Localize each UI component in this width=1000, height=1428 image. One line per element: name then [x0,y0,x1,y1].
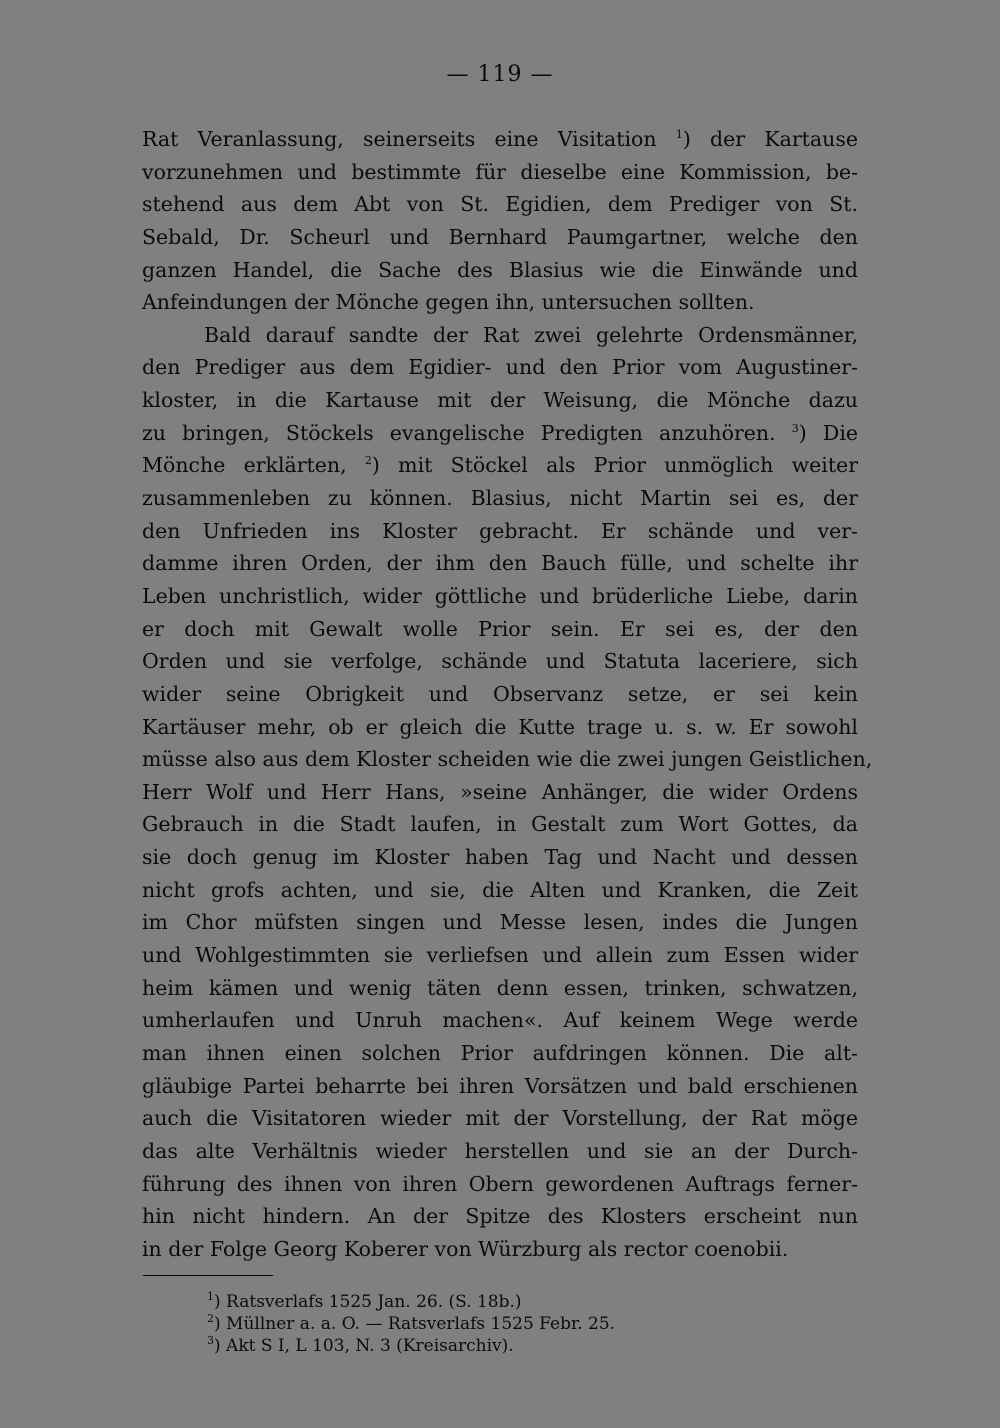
body-line: müsse also aus dem Kloster scheiden wie die zwei jungen Geistlichen, [142,747,873,772]
body-line: den Unfrieden ins Kloster gebracht. Er schände und ver- [142,518,858,543]
body-line: führung des ihnen von ihren Obern gewordenen Auftrags ferner- [142,1171,858,1196]
body-line: sie doch genug im Kloster haben Tag und Nacht und dessen [142,845,858,870]
body-line: und Wohlgestimmten sie verliefsen und allein zum Essen wider [142,943,858,968]
body-line [142,123,858,156]
body-line: heim kämen und wenig täten denn essen, trinken, schwatzen, [142,975,858,1000]
footnote-reference: 1 [675,128,683,141]
body-line: Kartäuser mehr, ob er gleich die Kutte trage u. s. w. Er sowohl [142,714,858,739]
body-line: in der Folge Georg Koberer von Würzburg als rector coenobii. [142,1236,789,1261]
body-line [142,449,858,482]
body-line: auch die Visitatoren wieder mit der Vorstellung, der Rat möge [142,1106,858,1131]
body-line: Gebrauch in die Stadt laufen, in Gestalt zum Wort Gottes, da [142,812,858,837]
body-line: damme ihren Orden, der ihm den Bauch fülle, und schelte ihr [142,551,858,576]
body-line: Bald darauf sandte der Rat zwei gelehrte Ordensmänner, [204,322,858,347]
footnote-mark: 3 [207,1334,214,1347]
body-line: im Chor müfsten singen und Messe lesen, indes die Jungen [142,910,858,935]
footnote [207,1291,615,1313]
body-line: stehend aus dem Abt von St. Egidien, dem Prediger von St. [142,192,858,217]
body-line: vorzunehmen und bestimmte für dieselbe eine Kommission, be- [142,159,858,184]
body-line: den Prediger aus dem Egidier- und den Prior vom Augustiner- [142,355,858,380]
line-text: Mönche erklärten, [142,453,365,478]
body-line [142,417,858,450]
body-text [142,123,873,1265]
line-text: zu bringen, Stöckels evangelische Predigten anzuhören. [142,420,792,445]
body-line: Herr Wolf und Herr Hans, »seine Anhänger, die wider Ordens [142,779,858,804]
footnote [207,1313,615,1335]
body-line: hin nicht hindern. An der Spitze des Klosters erscheint nun [142,1204,858,1229]
body-line: Anfeindungen der Mönche gegen ihn, untersuchen sollten. [142,290,755,315]
footnote-text: ) Ratsverlafs 1525 Jan. 26. (S. 18b.) [214,1292,522,1312]
body-line: man ihnen einen solchen Prior aufdringen können. Die alt- [142,1040,858,1065]
line-text: ) mit Stöckel als Prior unmöglich weiter [371,453,858,478]
body-line: wider seine Obrigkeit und Observanz setze, er sei kein [142,681,858,706]
body-line: Leben unchristlich, wider göttliche und brüderliche Liebe, darin [142,583,858,608]
body-line: kloster, in die Kartause mit der Weisung, die Mönche dazu [142,388,858,413]
line-text: Rat Veranlassung, seinerseits eine Visitation [142,127,676,151]
footnote-text: ) Müllner a. a. O. — Ratsverlafs 1525 Febr. 25. [214,1314,616,1334]
footnote-mark: 1 [207,1290,214,1303]
line-text: ) der Kartause [682,127,858,151]
footnote-separator [143,1275,273,1276]
body-line: gläubige Partei beharrte bei ihren Vorsätzen und bald erschienen [142,1073,858,1098]
footnote [207,1335,615,1357]
body-line: Sebald, Dr. Scheurl und Bernhard Paumgartner, welche den [142,224,858,249]
body-line: zusammenleben zu können. Blasius, nicht Martin sei es, der [142,486,858,511]
line-text: ) Die [798,420,859,445]
page-number: — 119 — [446,62,554,87]
footnote-reference: 3 [791,421,799,435]
footnote-mark: 2 [207,1312,214,1325]
body-line: umherlaufen und Unruh machen«. Auf keinem Wege werde [142,1008,858,1033]
footnote-text: ) Akt S I, L 103, N. 3 (Kreisarchiv). [214,1336,514,1356]
footnote-reference: 2 [364,454,372,468]
footnotes [207,1291,615,1357]
body-line: das alte Verhältnis wieder herstellen und sie an der Durch- [142,1138,858,1163]
body-line: ganzen Handel, die Sache des Blasius wie die Einwände und [142,257,858,282]
body-line: nicht grofs achten, und sie, die Alten und Kranken, die Zeit [142,877,858,902]
body-line: er doch mit Gewalt wolle Prior sein. Er sei es, der den [142,616,858,641]
body-line: Orden und sie verfolge, schände und Statuta laceriere, sich [142,649,858,674]
